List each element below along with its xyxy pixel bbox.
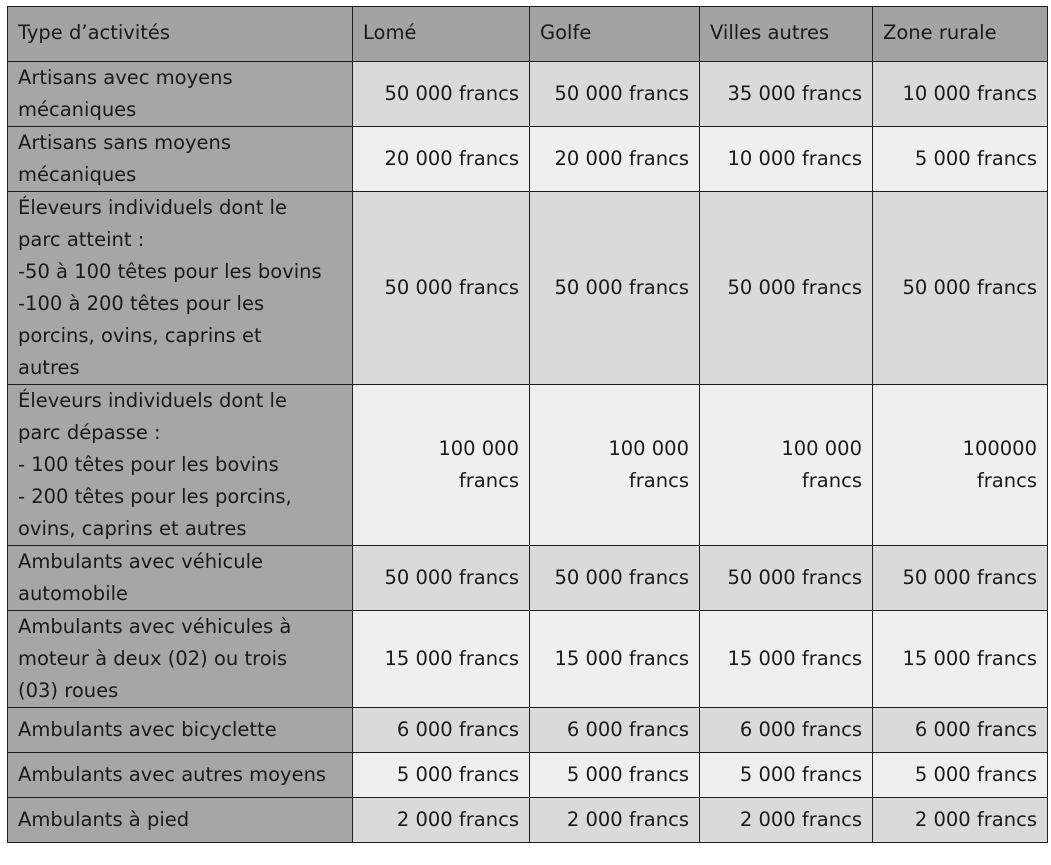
row-label-line: Ambulants avec véhicule — [18, 550, 264, 573]
value-cell: 6 000 francs — [530, 708, 700, 753]
row-label-line: ovins, caprins et autres — [18, 517, 247, 540]
value-cell: 2 000 francs — [353, 798, 530, 843]
value-cell — [700, 385, 873, 546]
value-cell: 15 000 francs — [353, 611, 530, 708]
value-cell: 50 000 francs — [700, 546, 873, 611]
value-cell: 15 000 francs — [700, 611, 873, 708]
row-label-line: porcins, ovins, caprins et — [18, 324, 262, 347]
header-lome: Lomé — [353, 7, 530, 62]
value-line: 100 000 — [608, 437, 689, 460]
value-cell: 50 000 francs — [873, 192, 1048, 385]
value-cell: 6 000 francs — [353, 708, 530, 753]
value-line: francs — [458, 469, 519, 492]
row-label-line: mécaniques — [18, 98, 137, 121]
row-label — [8, 62, 353, 127]
table-row — [8, 127, 1048, 192]
row-label — [8, 708, 353, 753]
row-label-line: Éleveurs individuels dont le — [18, 389, 287, 412]
row-label — [8, 798, 353, 843]
row-label-line: parc dépasse : — [18, 421, 161, 444]
value-cell: 5 000 francs — [353, 753, 530, 798]
row-label-line: -50 à 100 têtes pour les bovins — [18, 260, 322, 283]
row-label-line: Artisans avec moyens — [18, 66, 233, 89]
table-body — [8, 62, 1048, 843]
table-row — [8, 611, 1048, 708]
table-row — [8, 708, 1048, 753]
value-line: francs — [801, 469, 862, 492]
row-label-line: parc atteint : — [18, 228, 145, 251]
value-cell: 2 000 francs — [873, 798, 1048, 843]
row-label-line: mécaniques — [18, 163, 137, 186]
value-cell: 20 000 francs — [353, 127, 530, 192]
row-label — [8, 127, 353, 192]
value-cell: 50 000 francs — [530, 546, 700, 611]
value-cell: 50 000 francs — [530, 192, 700, 385]
value-cell: 50 000 francs — [353, 192, 530, 385]
value-cell: 5 000 francs — [873, 753, 1048, 798]
table-row — [8, 385, 1048, 546]
value-cell: 10 000 francs — [873, 62, 1048, 127]
value-line: 100 000 — [781, 437, 862, 460]
value-cell: 5 000 francs — [873, 127, 1048, 192]
header-zone-rurale: Zone rurale — [873, 7, 1048, 62]
row-label-line: - 100 têtes pour les bovins — [18, 453, 279, 476]
row-label-line: moteur à deux (02) ou trois — [18, 647, 288, 670]
value-cell: 20 000 francs — [530, 127, 700, 192]
row-label — [8, 611, 353, 708]
table-row — [8, 546, 1048, 611]
value-cell — [530, 385, 700, 546]
value-cell: 50 000 francs — [353, 62, 530, 127]
row-label-line: -100 à 200 têtes pour les — [18, 292, 265, 315]
table-row — [8, 62, 1048, 127]
value-line: francs — [628, 469, 689, 492]
row-label-line: Ambulants avec autres moyens — [18, 763, 327, 786]
value-line: 100 000 — [438, 437, 519, 460]
row-label — [8, 546, 353, 611]
table-row — [8, 798, 1048, 843]
value-cell: 15 000 francs — [873, 611, 1048, 708]
row-label-line: Ambulants à pied — [18, 808, 190, 831]
table-row — [8, 192, 1048, 385]
activity-fee-table — [7, 6, 1048, 843]
value-cell: 2 000 francs — [530, 798, 700, 843]
value-cell: 50 000 francs — [530, 62, 700, 127]
row-label-line: (03) roues — [18, 679, 119, 702]
header-golfe: Golfe — [530, 7, 700, 62]
value-cell: 35 000 francs — [700, 62, 873, 127]
table-header — [8, 7, 1048, 62]
table-row — [8, 753, 1048, 798]
value-cell: 6 000 francs — [873, 708, 1048, 753]
value-cell: 6 000 francs — [700, 708, 873, 753]
value-cell: 15 000 francs — [530, 611, 700, 708]
value-cell: 50 000 francs — [873, 546, 1048, 611]
row-label — [8, 385, 353, 546]
row-label-line: Ambulants avec véhicules à — [18, 615, 292, 638]
row-label-line: Ambulants avec bicyclette — [18, 718, 277, 741]
header-row — [8, 7, 1048, 62]
value-cell: 50 000 francs — [700, 192, 873, 385]
value-cell — [873, 385, 1048, 546]
row-label-line: Artisans sans moyens — [18, 131, 232, 154]
row-label-line: autres — [18, 356, 80, 379]
row-label-line: Éleveurs individuels dont le — [18, 196, 287, 219]
header-activity-type: Type d’activités — [8, 7, 353, 62]
value-cell: 2 000 francs — [700, 798, 873, 843]
value-line: francs — [976, 469, 1037, 492]
value-line: 100000 — [962, 437, 1037, 460]
row-label — [8, 192, 353, 385]
value-cell — [353, 385, 530, 546]
header-villes-autres: Villes autres — [700, 7, 873, 62]
row-label-line: - 200 têtes pour les porcins, — [18, 485, 292, 508]
value-cell: 5 000 francs — [530, 753, 700, 798]
row-label-line: automobile — [18, 582, 129, 605]
row-label — [8, 753, 353, 798]
value-cell: 10 000 francs — [700, 127, 873, 192]
value-cell: 50 000 francs — [353, 546, 530, 611]
value-cell: 5 000 francs — [700, 753, 873, 798]
